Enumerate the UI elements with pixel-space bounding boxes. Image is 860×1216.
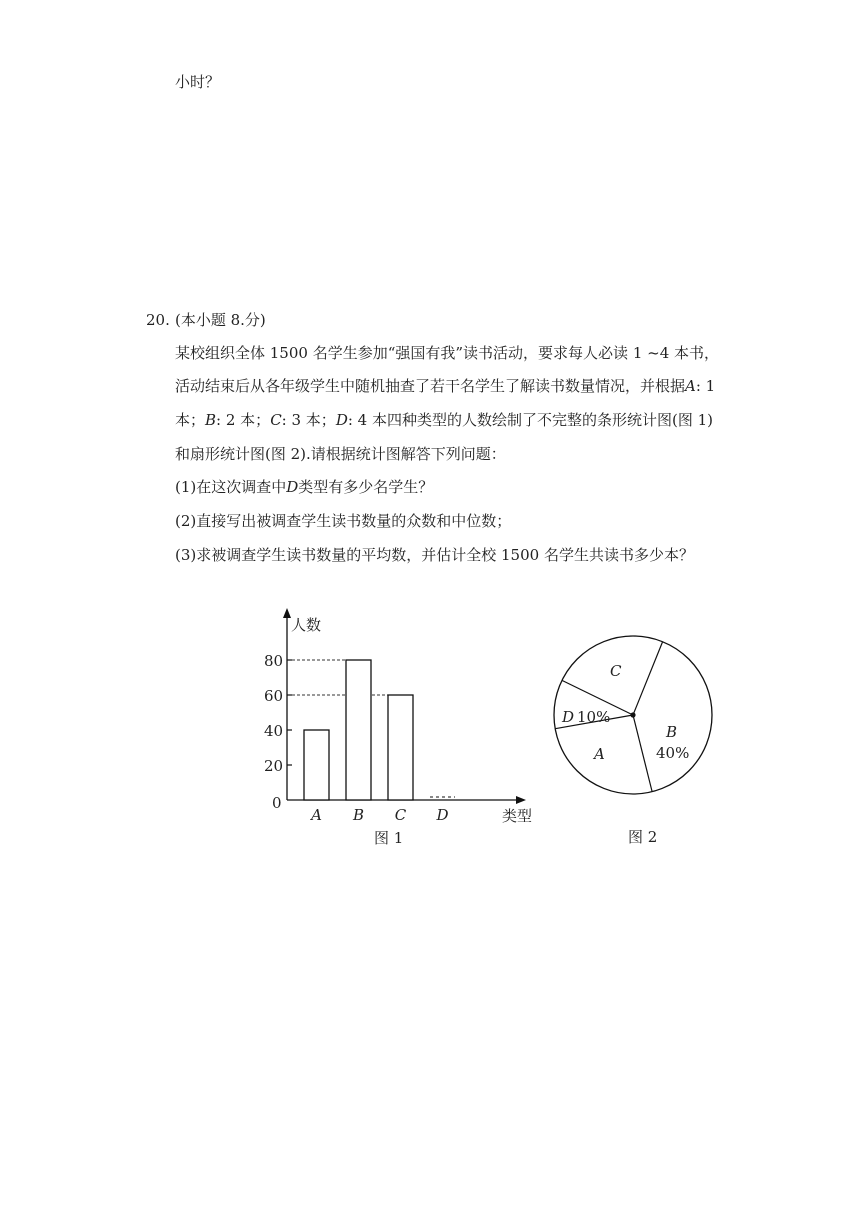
x-tick-label-C: C bbox=[394, 806, 407, 824]
question-points: (本小题 8.分) bbox=[175, 311, 266, 329]
y-tick-label: 60 bbox=[264, 687, 284, 705]
question-text-line-2: 活动结束后从各年级学生中随机抽查了若干名学生了解读书数量情况，并根据A: 1 bbox=[175, 377, 716, 395]
pie-chart-figure-2 bbox=[550, 628, 725, 850]
slice-label-d: D bbox=[562, 708, 575, 726]
slice-value-b: 40% bbox=[656, 744, 690, 762]
sub-question-3: (3)求被调查学生读书数量的平均数，并估计全校 1500 名学生共读书多少本？ bbox=[175, 546, 694, 564]
y-tick-label: 80 bbox=[264, 652, 284, 670]
x-tick-label-A: A bbox=[311, 806, 322, 824]
question-text-line-3: 本；B: 2 本；C: 3 本；D: 4 本四种类型的人数绘制了不完整的条形统计图(图 1) bbox=[175, 411, 713, 429]
y-tick-label: 40 bbox=[264, 722, 284, 740]
y-axis-label: 人数 bbox=[291, 616, 322, 634]
bar-C bbox=[388, 695, 413, 800]
slice-value-d: 10% bbox=[577, 708, 611, 726]
x-axis-label: 类型 bbox=[502, 807, 533, 825]
figure-1-caption: 图 1 bbox=[374, 829, 404, 847]
sub-question-1: (1)在这次调查中D类型有多少名学生？ bbox=[175, 478, 434, 496]
slice-label-c: C bbox=[610, 662, 622, 680]
bar-A bbox=[304, 730, 329, 800]
figure-2-caption: 图 2 bbox=[628, 828, 658, 846]
pie-center-dot bbox=[630, 712, 635, 717]
y-axis-arrow bbox=[283, 608, 291, 618]
bar-B bbox=[346, 660, 371, 800]
x-axis-arrow bbox=[516, 796, 526, 804]
previous-question-tail: 小时？ bbox=[175, 73, 221, 91]
x-tick-label-B: B bbox=[352, 806, 365, 824]
bar-chart-figure-1 bbox=[260, 605, 550, 850]
slice-label-a: A bbox=[594, 745, 605, 763]
question-text-line-1: 某校组织全体 1500 名学生参加“强国有我”读书活动，要求每人必读 1 ~4 本书， bbox=[175, 344, 720, 362]
sub-question-2: (2)直接写出被调查学生读书数量的众数和中位数； bbox=[175, 512, 512, 530]
y-tick-label: 20 bbox=[264, 757, 284, 775]
x-tick-label-D: D bbox=[436, 806, 449, 824]
y-tick-label: 0 bbox=[272, 794, 282, 812]
question-text-line-4: 和扇形统计图(图 2).请根据统计图解答下列问题： bbox=[175, 445, 506, 463]
question-number: 20. bbox=[146, 311, 170, 329]
slice-label-b: B bbox=[666, 723, 678, 741]
